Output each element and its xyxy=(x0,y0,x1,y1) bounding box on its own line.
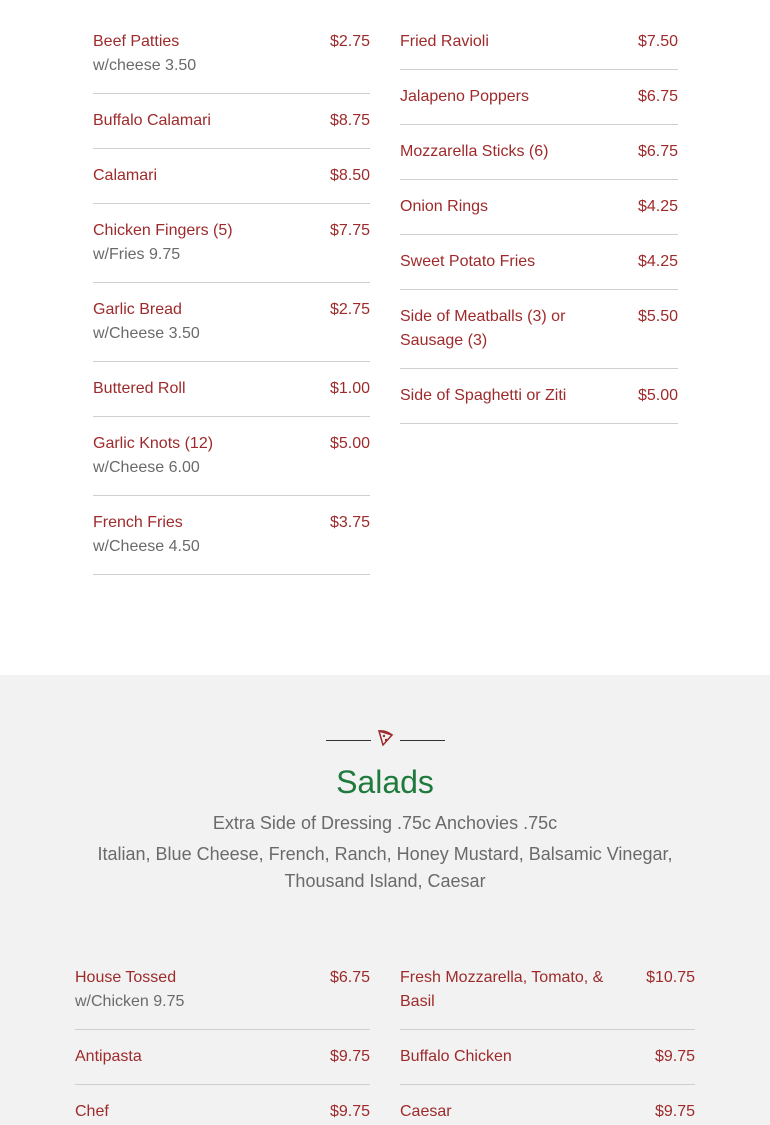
item-price: $6.75 xyxy=(329,969,370,986)
menu-item xyxy=(400,0,678,70)
item-price: $1.00 xyxy=(329,380,370,397)
item-name: Garlic Knots (12) xyxy=(93,435,214,452)
menu-item xyxy=(400,125,678,180)
item-name: Buffalo Calamari xyxy=(93,112,211,129)
divider-line xyxy=(326,740,371,741)
item-name: Sweet Potato Fries xyxy=(400,253,536,270)
menu-item xyxy=(400,180,678,235)
item-name: French Fries xyxy=(93,514,183,531)
salads-title: Salads xyxy=(336,764,434,800)
menu-item xyxy=(93,362,370,417)
item-note: w/cheese 3.50 xyxy=(93,57,197,74)
menu-item xyxy=(75,1030,370,1085)
item-price: $4.25 xyxy=(637,198,678,215)
menu-item xyxy=(93,0,370,94)
item-price: $5.50 xyxy=(637,308,678,325)
item-price: $5.00 xyxy=(637,387,678,404)
menu-item xyxy=(93,496,370,575)
item-price: $6.75 xyxy=(637,143,678,160)
item-price: $4.25 xyxy=(637,253,678,270)
item-price: $9.75 xyxy=(329,1048,370,1065)
divider-line xyxy=(400,740,445,741)
item-name: Side of Meatballs (3) or xyxy=(400,308,566,325)
item-note: w/Cheese 3.50 xyxy=(93,325,200,342)
item-price: $7.75 xyxy=(329,222,370,239)
item-price: $6.75 xyxy=(637,88,678,105)
item-price: $2.75 xyxy=(329,33,370,50)
menu-item xyxy=(400,70,678,125)
item-name: Buttered Roll xyxy=(93,380,186,397)
item-name: Fried Ravioli xyxy=(400,33,489,50)
menu-item xyxy=(400,950,695,1030)
item-price: $2.75 xyxy=(329,301,370,318)
item-price: $8.50 xyxy=(329,167,370,184)
menu-item xyxy=(400,1030,695,1085)
menu-item xyxy=(400,369,678,424)
item-name: Beef Patties xyxy=(93,33,180,50)
item-name-line2: Basil xyxy=(400,993,435,1010)
item-note: w/Chicken 9.75 xyxy=(75,993,185,1010)
pizza-slice-icon xyxy=(377,729,394,747)
item-name: Chef xyxy=(75,1103,109,1120)
item-name: Buffalo Chicken xyxy=(400,1048,512,1065)
item-price: $5.00 xyxy=(329,435,370,452)
item-name: Side of Spaghetti or Ziti xyxy=(400,387,567,404)
item-name-line2: Sausage (3) xyxy=(400,332,488,349)
menu-item xyxy=(93,204,370,283)
item-name: Antipasta xyxy=(75,1048,142,1065)
item-price: $9.75 xyxy=(329,1103,370,1120)
salads-right-column xyxy=(400,950,695,1125)
item-name: Garlic Bread xyxy=(93,301,182,318)
salads-left-column xyxy=(75,950,370,1125)
menu-item xyxy=(93,94,370,149)
menu-item xyxy=(400,235,678,290)
item-price: $8.75 xyxy=(329,112,370,129)
menu-item xyxy=(400,1085,695,1125)
salads-dressing-extras: Extra Side of Dressing .75c Anchovies .75c xyxy=(212,813,558,833)
item-price: $10.75 xyxy=(646,969,695,986)
item-price: $9.75 xyxy=(654,1048,695,1065)
item-name: Mozzarella Sticks (6) xyxy=(400,143,549,160)
item-price: $7.50 xyxy=(637,33,678,50)
item-note: w/Fries 9.75 xyxy=(93,246,181,263)
item-name: Calamari xyxy=(93,167,158,184)
item-name: Caesar xyxy=(400,1103,452,1120)
menu-item xyxy=(93,149,370,204)
salads-dressing-options: Italian, Blue Cheese, French, Ranch, Honey Mustard, Balsamic Vinegar, Thousand Island, Caesar xyxy=(97,844,673,891)
item-note: w/Cheese 6.00 xyxy=(93,459,200,476)
item-name: House Tossed xyxy=(75,969,177,986)
item-name: Jalapeno Poppers xyxy=(400,88,529,105)
menu-item xyxy=(400,290,678,369)
menu-item xyxy=(75,950,370,1030)
menu-item xyxy=(93,283,370,362)
item-price: $9.75 xyxy=(654,1103,695,1120)
appetizers-left-column xyxy=(93,0,370,575)
menu-item xyxy=(75,1085,370,1125)
item-name: Chicken Fingers (5) xyxy=(93,222,233,239)
appetizers-right-column xyxy=(400,0,678,424)
menu-item xyxy=(93,417,370,496)
item-note: w/Cheese 4.50 xyxy=(93,538,200,555)
item-name: Onion Rings xyxy=(400,198,489,215)
item-price: $3.75 xyxy=(329,514,370,531)
section-divider xyxy=(326,733,445,747)
item-name: Fresh Mozzarella, Tomato, & xyxy=(400,969,604,986)
